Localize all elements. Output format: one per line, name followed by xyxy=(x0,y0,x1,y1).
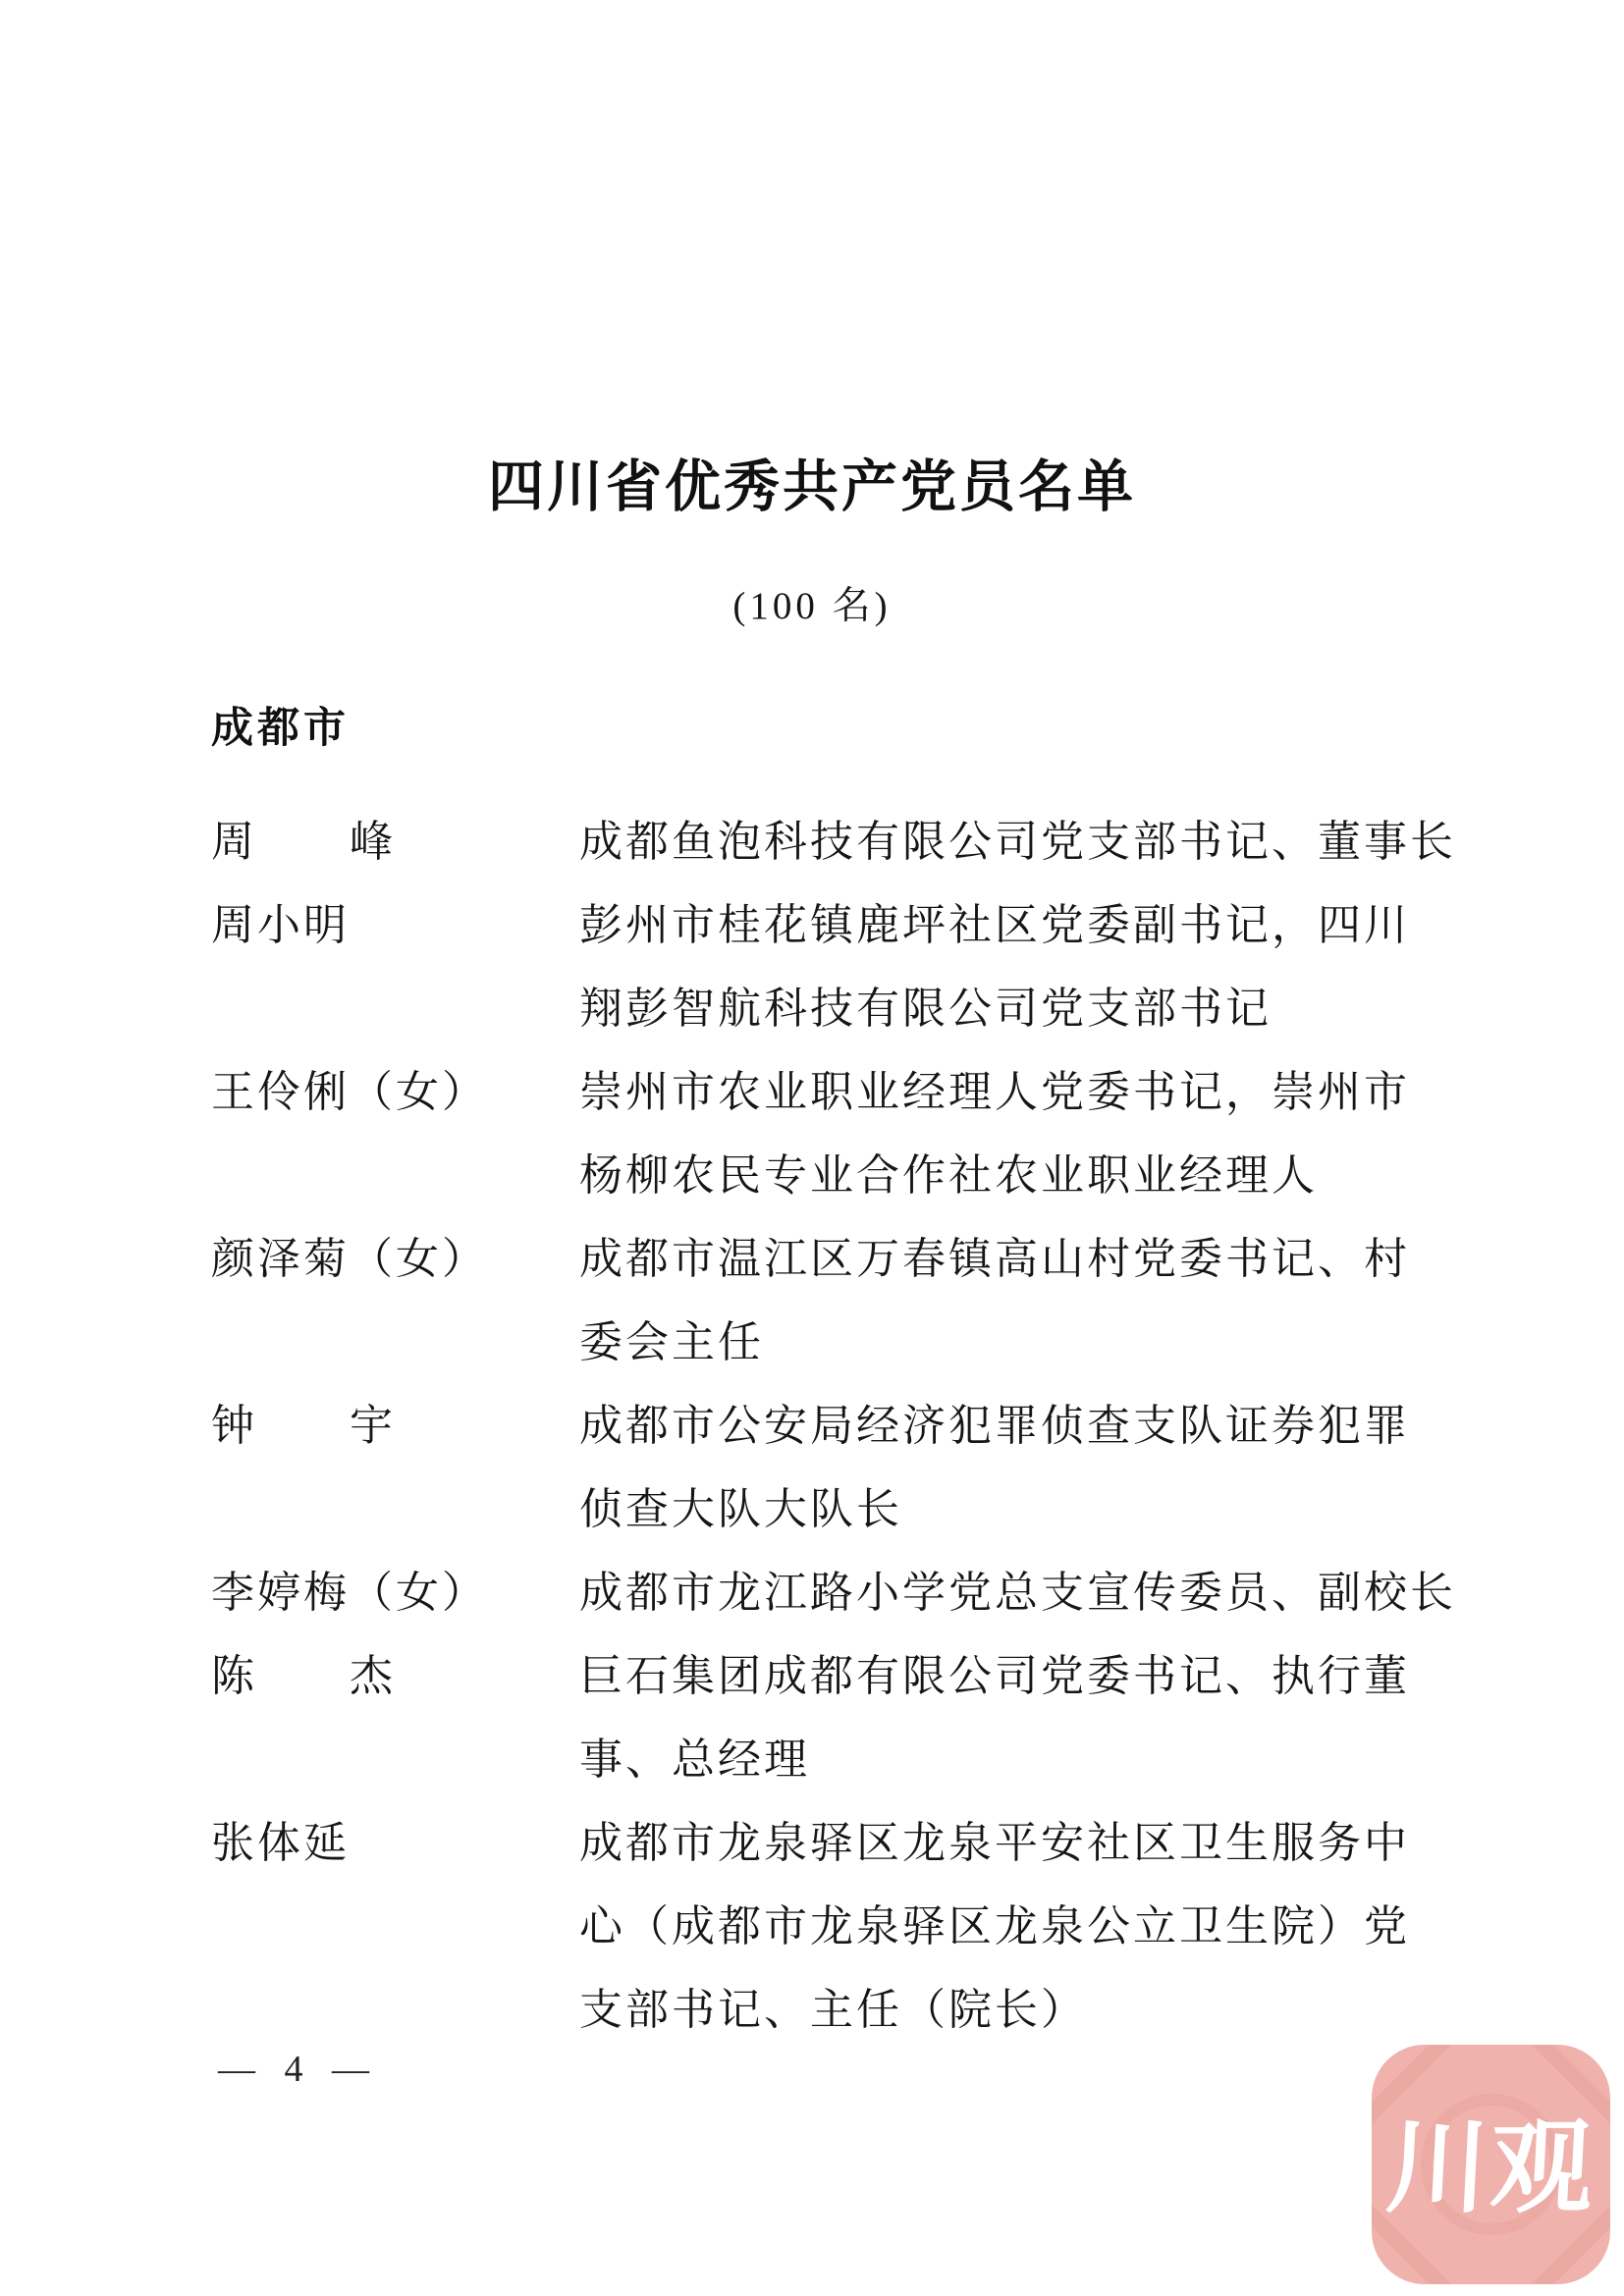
member-name: 李婷梅（女） xyxy=(211,1569,488,1617)
position-line: 心（成都市龙泉驿区龙泉公立卫生院）党 xyxy=(579,1902,1410,1950)
position-line: 杨柳农民专业合作社农业职业经理人 xyxy=(579,1151,1318,1200)
member-name: 周 峰 xyxy=(211,818,396,866)
page-number: — 4 — xyxy=(218,2049,379,2090)
member-position xyxy=(579,883,1438,1050)
member-row xyxy=(211,800,1456,883)
watermark-text: 川观 xyxy=(1382,2108,1598,2227)
member-row xyxy=(211,1050,1438,1217)
member-row xyxy=(211,1634,1438,1801)
position-line: 成都鱼泡科技有限公司党支部书记、董事长 xyxy=(579,818,1456,866)
member-row xyxy=(211,1801,1438,2052)
member-row xyxy=(211,1217,1438,1384)
member-position xyxy=(579,1551,1456,1634)
member-position xyxy=(579,1217,1438,1384)
position-line: 崇州市农业职业经理人党委书记，崇州市 xyxy=(579,1068,1410,1116)
position-line: 成都市温江区万春镇高山村党委书记、村 xyxy=(579,1235,1410,1283)
member-name: 张体延 xyxy=(211,1819,350,1867)
position-line: 成都市公安局经济犯罪侦查支队证券犯罪 xyxy=(579,1402,1410,1450)
page-title: 四川省优秀共产党员名单 xyxy=(488,456,1136,518)
position-line: 委会主任 xyxy=(579,1318,764,1366)
member-name: 颜泽菊（女） xyxy=(211,1235,488,1283)
position-line: 翔彭智航科技有限公司党支部书记 xyxy=(579,985,1272,1033)
position-line: 巨石集团成都有限公司党委书记、执行董 xyxy=(579,1652,1410,1700)
member-name: 王伶俐（女） xyxy=(211,1068,488,1116)
member-row xyxy=(211,1551,1456,1634)
position-line: 彭州市桂花镇鹿坪社区党委副书记，四川 xyxy=(579,901,1410,949)
member-position xyxy=(579,1634,1438,1801)
member-name: 周小明 xyxy=(211,901,350,949)
member-name: 钟 宇 xyxy=(211,1402,396,1450)
position-line: 支部书记、主任（院长） xyxy=(579,1986,1087,2034)
member-list xyxy=(211,800,1456,2052)
section-header-chengdu: 成都市 xyxy=(211,705,350,752)
member-row xyxy=(211,1384,1438,1551)
position-line: 事、总经理 xyxy=(579,1735,810,1784)
member-row xyxy=(211,883,1438,1050)
position-line: 成都市龙泉驿区龙泉平安社区卫生服务中 xyxy=(579,1819,1410,1867)
member-position xyxy=(579,1384,1438,1551)
page-subtitle: (100 名) xyxy=(732,585,892,627)
position-line: 侦查大队大队长 xyxy=(579,1485,902,1533)
member-position xyxy=(579,1050,1438,1217)
chuanguan-logo-watermark xyxy=(1372,2045,1610,2284)
member-position xyxy=(579,1801,1438,2052)
position-line: 成都市龙江路小学党总支宣传委员、副校长 xyxy=(579,1569,1456,1617)
member-position xyxy=(579,800,1456,883)
member-name: 陈 杰 xyxy=(211,1652,396,1700)
